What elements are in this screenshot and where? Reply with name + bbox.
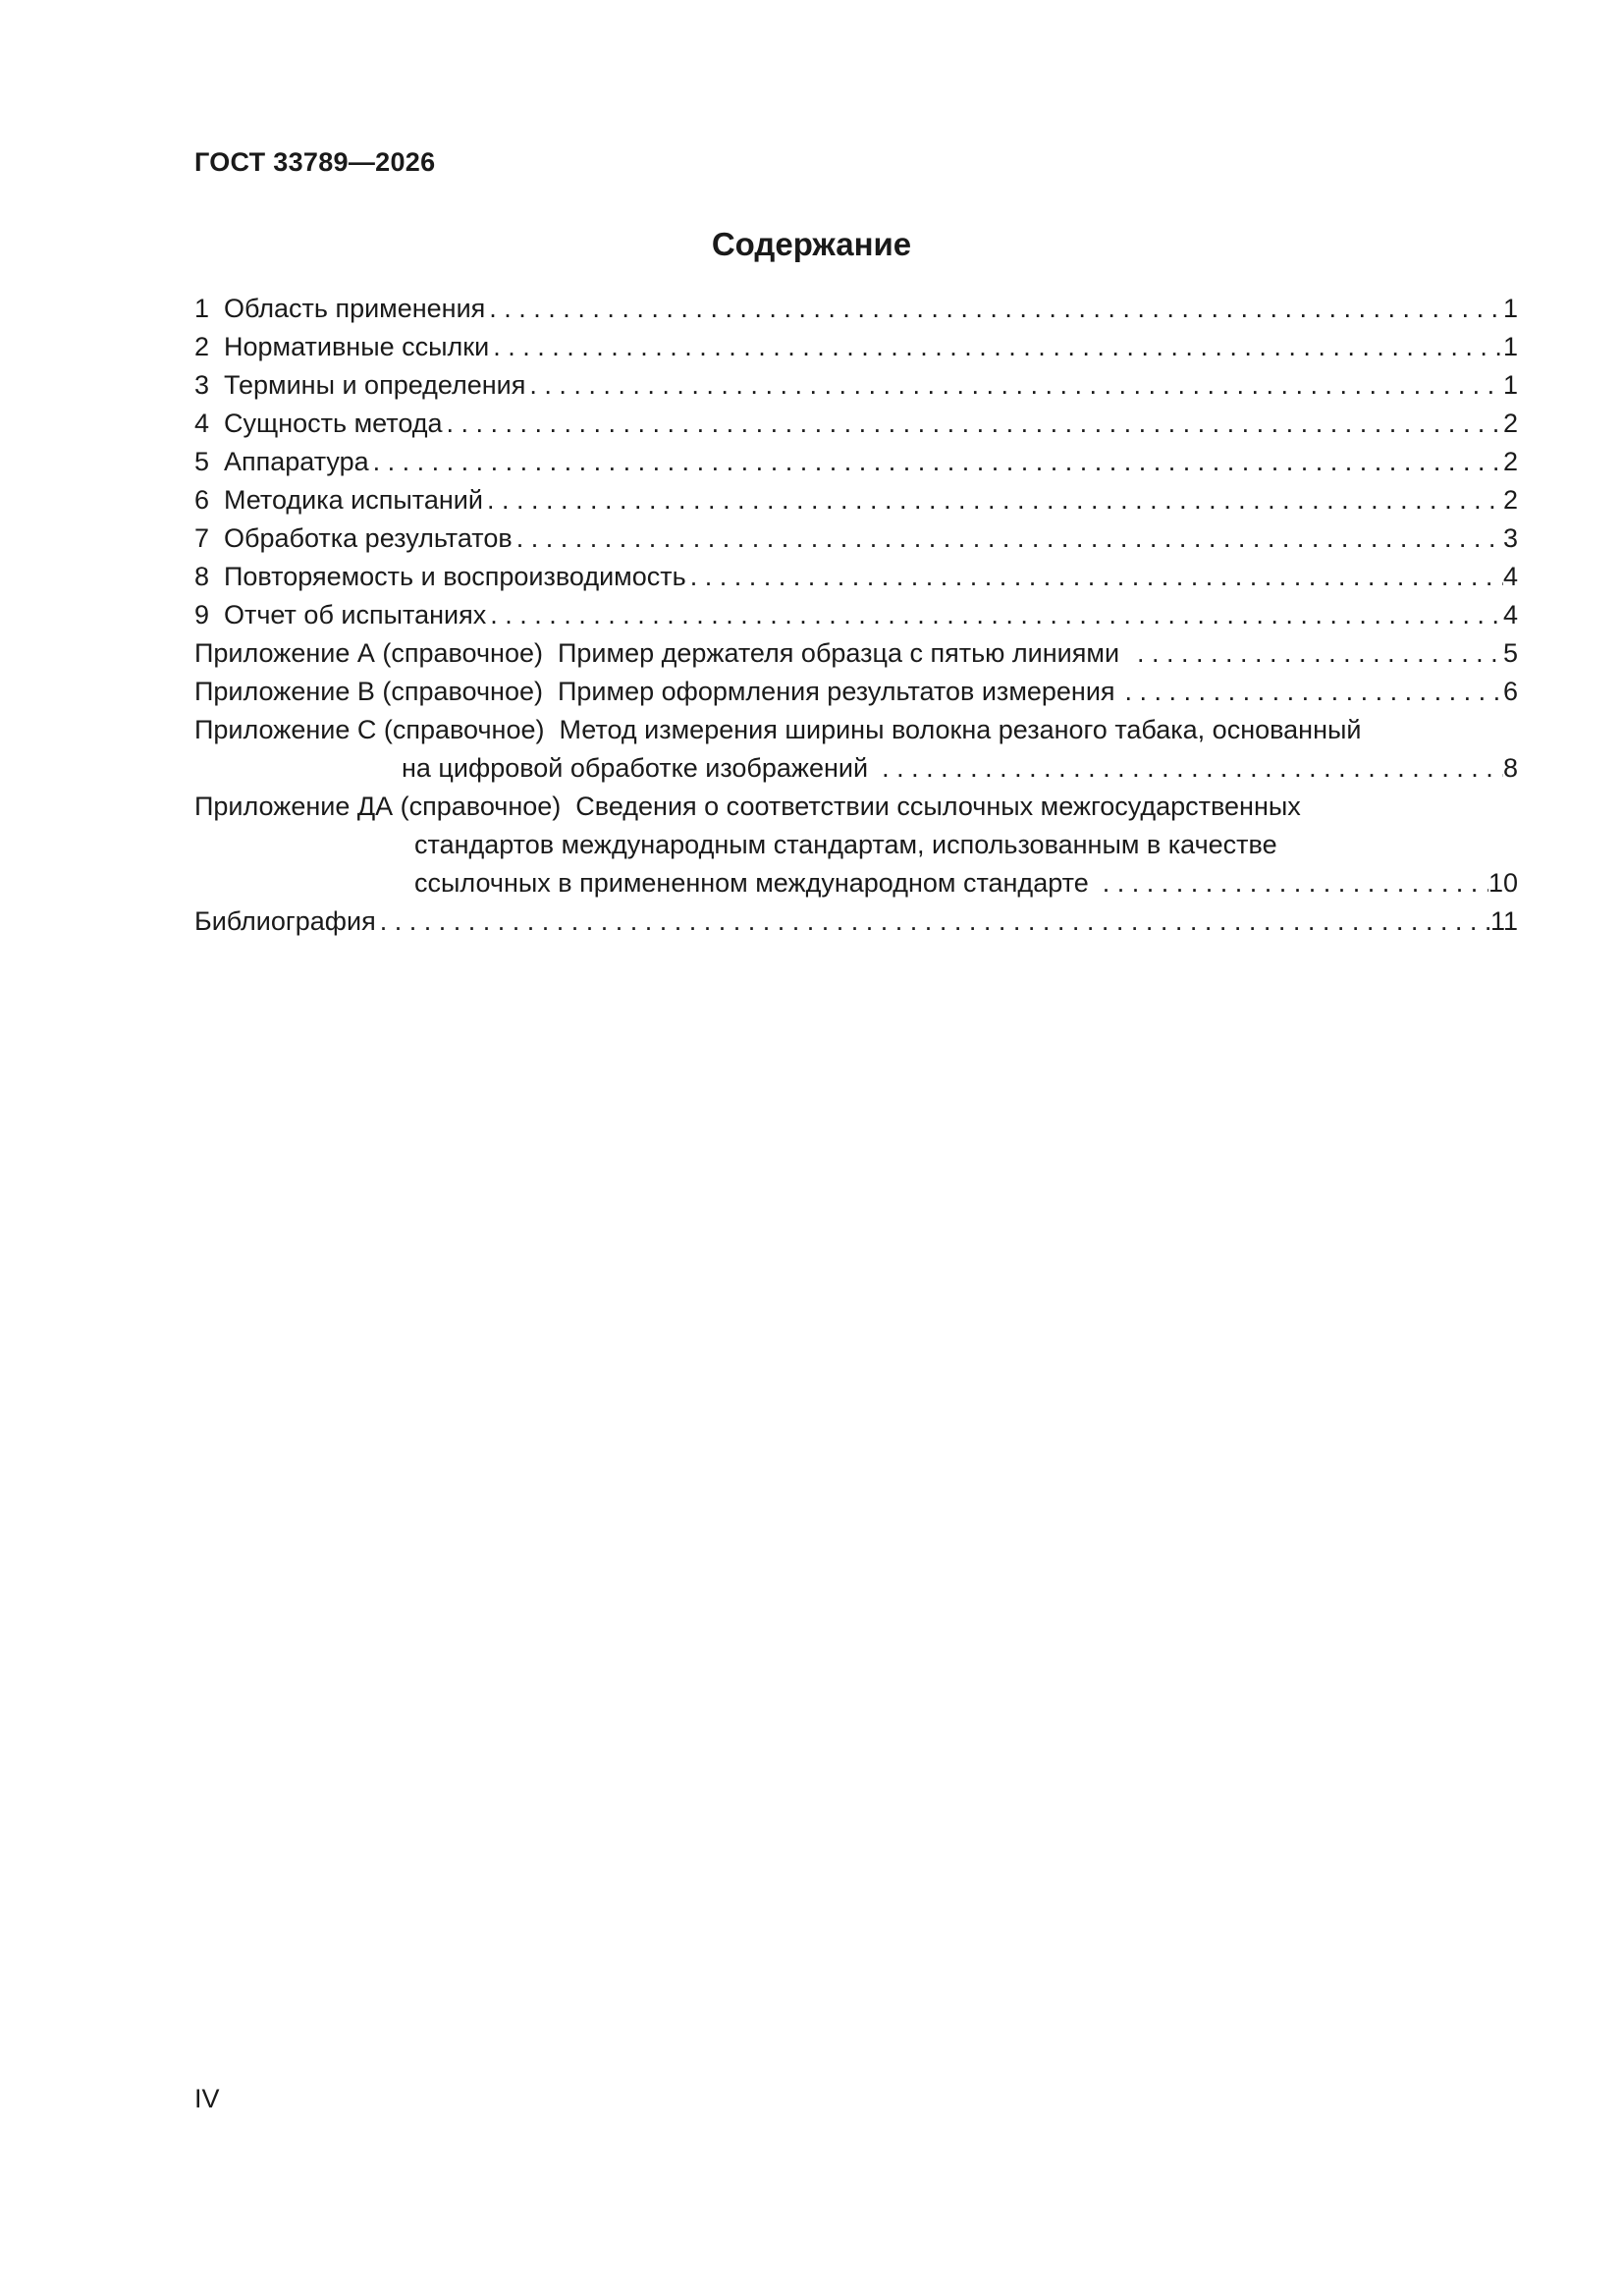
bibliography-label: Библиография [194, 906, 376, 936]
toc-entry-page: 2 [1502, 409, 1518, 438]
toc-entry-label: Термины и определения [224, 370, 526, 400]
leader-dots [485, 290, 1503, 328]
toc-entry-label: Аппаратура [224, 447, 369, 476]
toc-entry-label: Повторяемость и воспроизводимость [224, 562, 686, 591]
toc-appendix-a[interactable] [194, 634, 1518, 673]
toc-entry-4[interactable] [194, 405, 1518, 443]
leader-dots [443, 405, 1503, 443]
toc-entry-page: 4 [1502, 600, 1518, 629]
toc-entry-page: 2 [1502, 447, 1518, 476]
toc-entry-page: 6 [1502, 677, 1518, 706]
appendix-title: Пример держателя образца с пятью линиями [558, 638, 1120, 668]
toc-entry-page: 5 [1502, 638, 1518, 668]
leader-dots [1119, 634, 1503, 673]
appendix-prefix: Приложение В (справочное) [194, 677, 543, 706]
appendix-title-line-2: на цифровой обработке изображений [402, 753, 869, 783]
appendix-title-line-1: Сведения о соответствии ссылочных межгосударственных [575, 792, 1301, 821]
toc-title: Содержание [711, 226, 912, 262]
appendix-title-line-3: ссылочных в примененном международном стандарте [414, 868, 1089, 898]
leader-dots [376, 902, 1490, 941]
toc-entry-number: 2 [194, 332, 210, 361]
toc-entry-page: 2 [1502, 485, 1518, 515]
toc-bibliography[interactable] [194, 902, 1518, 941]
toc-entry-9[interactable] [194, 596, 1518, 634]
toc-entry-page: 3 [1502, 523, 1518, 553]
toc-entry-number: 5 [194, 447, 210, 476]
appendix-title-line-2: стандартов международным стандартам, использованным в качестве [414, 830, 1277, 859]
toc-entry-page: 11 [1489, 906, 1518, 936]
toc-entry-8[interactable] [194, 558, 1518, 596]
appendix-prefix: Приложение ДА (справочное) [194, 792, 562, 821]
toc-entry-page: 4 [1502, 562, 1518, 591]
leader-dots [868, 749, 1503, 788]
toc-entry-number: 9 [194, 600, 210, 629]
toc-entry-number: 6 [194, 485, 210, 515]
leader-dots [513, 519, 1503, 558]
document-code: ГОСТ 33789—2026 [194, 147, 436, 177]
appendix-prefix: Приложение А (справочное) [194, 638, 543, 668]
toc-entry-2[interactable] [194, 328, 1518, 366]
toc-entry-number: 7 [194, 523, 210, 553]
leader-dots [1089, 864, 1488, 902]
table-of-contents [194, 290, 1518, 941]
toc-entry-number: 8 [194, 562, 210, 591]
toc-entry-page: 1 [1502, 294, 1518, 323]
appendix-prefix: Приложение С (справочное) [194, 715, 545, 744]
appendix-title-line-1: Метод измерения ширины волокна резаного табака, основанный [559, 715, 1362, 744]
leader-dots [686, 558, 1503, 596]
toc-entry-page: 1 [1502, 370, 1518, 400]
appendix-title: Пример оформления результатов измерения [558, 677, 1115, 706]
leader-dots [1115, 673, 1503, 711]
leader-dots [483, 481, 1503, 519]
toc-entry-number: 3 [194, 370, 210, 400]
toc-entry-label: Сущность метода [224, 409, 443, 438]
leader-dots [369, 443, 1503, 481]
leader-dots [525, 366, 1503, 405]
leader-dots [486, 596, 1503, 634]
toc-appendix-da[interactable] [194, 788, 1518, 902]
toc-entry-label: Нормативные ссылки [224, 332, 490, 361]
toc-entry-page: 1 [1502, 332, 1518, 361]
toc-entry-5[interactable] [194, 443, 1518, 481]
toc-entry-6[interactable] [194, 481, 1518, 519]
toc-entry-7[interactable] [194, 519, 1518, 558]
toc-appendix-b[interactable] [194, 673, 1518, 711]
toc-entry-1[interactable] [194, 290, 1518, 328]
toc-appendix-c[interactable] [194, 711, 1518, 788]
toc-entry-number: 1 [194, 294, 210, 323]
toc-entry-3[interactable] [194, 366, 1518, 405]
toc-entry-page: 10 [1488, 868, 1518, 898]
toc-entry-label: Область применения [224, 294, 486, 323]
page-number: IV [194, 2084, 220, 2113]
toc-entry-page: 8 [1502, 753, 1518, 783]
toc-entry-label: Методика испытаний [224, 485, 483, 515]
toc-entry-number: 4 [194, 409, 210, 438]
toc-entry-label: Отчет об испытаниях [224, 600, 487, 629]
toc-entry-label: Обработка результатов [224, 523, 513, 553]
leader-dots [489, 328, 1503, 366]
